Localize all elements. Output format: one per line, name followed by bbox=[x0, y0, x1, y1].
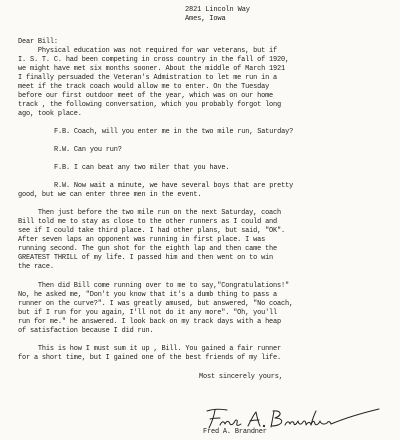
text-line: ago, took place. bbox=[18, 110, 82, 118]
text-line: see if I could take third place. I had other plans, but said, "OK". bbox=[18, 227, 285, 235]
text-line: track , the following conversation, which you probably forgot long bbox=[18, 101, 282, 109]
text-line: GREATEST THRILL of my life. I passed him and then went on to win bbox=[18, 254, 274, 262]
text-line: but if I run for you again, I'll not do it any more". "Oh, you'll bbox=[18, 309, 278, 317]
dialogue-continuation: good, but we can enter three men in the event. bbox=[18, 191, 202, 199]
text-line: This is how I must sum it up , Bill. You gained a fair runner bbox=[18, 345, 282, 353]
text-line: No, he asked me, "Don't you know that it's a dumb thing to pass a bbox=[18, 291, 278, 299]
address-line-street: 2821 Lincoln Way bbox=[185, 6, 250, 14]
text-line: Then did Bill come running over to me to say,"Congratulations!" bbox=[18, 282, 289, 290]
printed-name: Fred A. Brandner bbox=[203, 428, 267, 436]
text-line: After seven laps an opponent was running in first place. I was bbox=[18, 236, 266, 244]
text-line: runner on the curve?". I was greatly amused, but answered, "No coach, bbox=[18, 300, 293, 308]
text-line: run for me." he answered. I look back on my track days with a heap bbox=[18, 318, 282, 326]
closing: Most sincerely yours, bbox=[199, 373, 283, 381]
text-line: running second. The gun shot for the eighth lap and then came the bbox=[18, 245, 278, 253]
text-line: Then just before the two mile run on the next Saturday, coach bbox=[18, 209, 282, 217]
text-line: for a short time, but I gained one of the best friends of my life. bbox=[18, 354, 282, 362]
text-line: I finally persuaded the Veteran's Admistration to let me run in a bbox=[18, 74, 278, 82]
text-line: meet if the track coach would allow me to enter. On the Tuesday bbox=[18, 83, 270, 91]
dialogue-line: F.B. I can beat any two miler that you have. bbox=[54, 164, 230, 172]
dialogue-line: R.W. Can you run? bbox=[54, 146, 122, 154]
address-line-city: Ames, Iowa bbox=[185, 15, 226, 23]
text-line: we might have met six months sooner. About the middle of March 1921 bbox=[18, 65, 285, 73]
text-line: before our first outdoor meet of the year, which was on our home bbox=[18, 92, 274, 100]
text-line: I. S. T. C. had been competing in cross country in the fall of 1920, bbox=[18, 56, 289, 64]
dialogue-line: F.B. Coach, will you enter me in the two mile run, Saturday? bbox=[54, 128, 294, 136]
text-line: the race. bbox=[18, 263, 54, 271]
text-line: Bill told me to stay as close to the other runners as I could and bbox=[18, 218, 278, 226]
text-line: Physical education was not required for war veterans, but if bbox=[18, 47, 278, 55]
text-line: of satisfaction because I did run. bbox=[18, 327, 154, 335]
salutation: Dear Bill: bbox=[18, 38, 58, 46]
dialogue-line: R.W. Now wait a minute, we have several boys that are pretty bbox=[54, 182, 294, 190]
